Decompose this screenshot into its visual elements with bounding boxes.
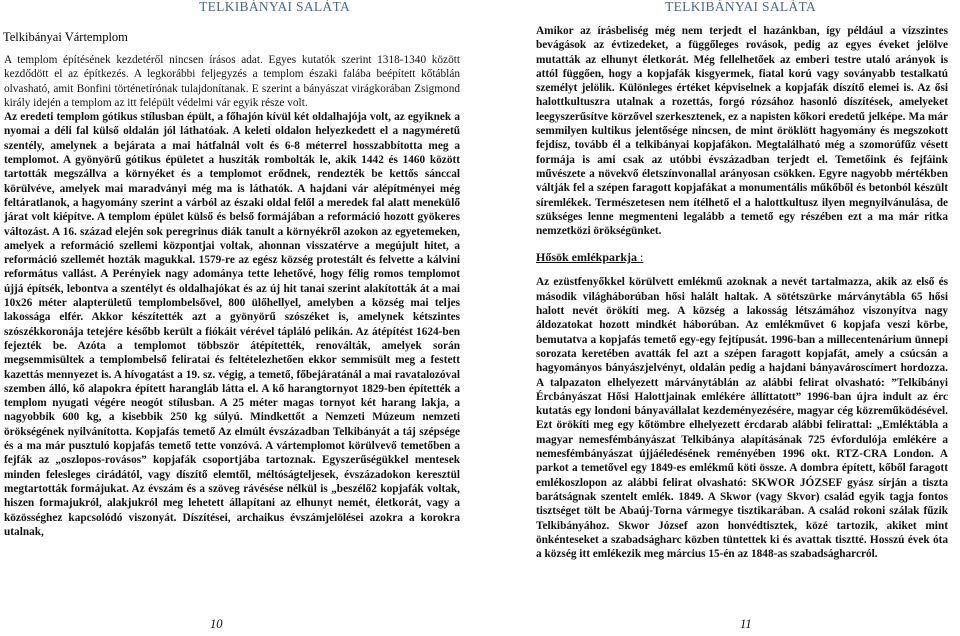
header-spacer xyxy=(488,14,952,24)
running-header-left: TELKIBÁNYAI SALÁTA xyxy=(199,0,350,14)
subheading-text: Hősök emlékparkja xyxy=(536,250,638,265)
page-number-left: 10 xyxy=(210,617,223,631)
right-page xyxy=(488,0,952,636)
subheading-heroes-park xyxy=(536,250,952,265)
right-paragraph-kopjafa: Amikor az írásbeliség még nem terjedt el hazánkban, így például a vízszintes bevágások az évtizedeket, a függőleges rovások, pedig az egyes éveket jelölve mutatták az elhunyt életkorát. Még fellelhetőek az emberi testre utaló arányok is attól függően, hogy a kopjafák kisgyermek, fiatal korú vagy soványabb testalkatú személyt jelölik. Különleges értéket képviselnek a kopjafák díszítő elemei is. Az ősi halottkultuszra utalnak a rozettás, forgó rózsához hasonló díszítések, amelyeket leegyszerűsítve körzővel szerkesztenek, ez a napisten kőkori eredetű jelképe. Ma már semmilyen kultikus jelentősége nincsen, de mint öröklött hagyomány és megszokott fejdísz, tovább él a telkibányai kopjafákon. Megtalálható még a szomorúfűz vésett formája is ami csak az utóbbi évszázadban terjedt el. Temetőink és fejfáink művészete a növekvő életszínvonallal arányosan csökken. Egyre nagyobb mértékben váltják fel a szépen faragott kopjafákat a monumentális műkőből és betonból készült síremlékek. Természetesen nem ítélhető el a halottkultusz ilyen megnyilvánulása, de szükséges lenne megmenteni legalább a temető egy részében ezt a ma már ritka nemzetközi örökségünket. xyxy=(536,25,948,238)
left-paragraph-main: Az eredeti templom gótikus stílusban épült, a főhajón kívül két oldalhajója volt, az egyiknek a nyomai a déli fal külső oldalán jól láthatóak. A keleti oldalon helyezkedett el a nagyméretű szentély, amelynek a bejárata a mai hátfalnál volt és 6-8 méterrel hosszabbította meg a templomot. A gyönyörű gótikus épületet a husziták rombolták le, akik 1442 és 1460 között tartották megszállva a környéket és a templomot erődnek, rendezték be kettős sánccal körülvéve, amelyek mai maradványi még ma is láthatók. A hajdani vár alépítményei még feltáratlanok, a hagyomány szerint a várból az északi oldal felől a meredek fal alatt menekülő járat volt kiépítve. A templom épület külső és belső formájában a reformáció hozott gyökeres változást. A 16. század elején sok peregrinus diák tanult a környékről azokon az egyetemeken, amelyek a reformáció szellemi központjai voltak, ahonnan visszatérve a megújult hitet, a reformáció szellemét hozták magukkal. 1579-re az egész község protestált és felvette a kálvini református vallást. A Perényiek nagy adománya tette lehetővé, hogy félig romos templomot újjá építsék, lebontva a szentélyt és oldalhajókat és az új hit tanai szerint alakították át a mai 10x26 méter alapterületű templombelsővel, 800 ülőhellyel, amelyben a község mai teljes lakossága elfér. Akkor készítették azt a gyönyörű szószéket is, amelynek kétszintes szószékkoronája tetejére később került a fiókáit vérével tápláló pelikán. Az átépítést 1624-ben fejezték be. Azóta a templomot többször átépítették, renoválták, amelyek során megsemmisültek a templombelső feliratai és feltételezhetően ekkor semmisült meg a festett kazettás mennyezet is. A hívogatást a 19. sz. végig, a temető, főbejáratánál a mai ravatalozóval szemben álló, kő alapokra épített harangláb látta el. A kő harangtornyot 1829-ben építették a templom nyugati végére neogót stílusban. A 25 méter magas tornyot két harang lakja, a nagyobbik 600 kg, a kisebbik 250 kg súlyú. Mindkettőt a Nemzeti Múzeum nemzeti örökségének nyilvánította. Kopjafás temető Az elmúlt évszázadban Telkibányát a táj szépsége és a ma már pusztuló kopjafás temető tette vonzóvá. A vártemplomot körülvevő temetőben a fejfák az „oszlopos-rovásos” kopjafák csoportjába tartoznak. Egyszerűségükkel mentesek minden felesleges cirádától, vagy díszítő elemtől, méltóságteljesek, évszázadokon keresztül megtartották formájukat. Az évszám és a szöveg rávésése nélkül is „beszélő2 kopjafák voltak, hiszen formajukról, alakjukról meg lehetett állapítani az elhunyt nemét, életkorát, vagy a közösséghez kapcsolódó viszonyát. Díszítései, archaikus évszámjelölései azokra a korokra utalnak, xyxy=(4,111,460,538)
subheading-colon: : xyxy=(637,250,644,265)
left-page xyxy=(0,0,470,636)
section-title: Telkibányai Vártemplom xyxy=(3,30,128,44)
running-header-right: TELKIBÁNYAI SALÁTA xyxy=(665,0,816,14)
page-number-right: 11 xyxy=(740,617,752,631)
left-paragraph-intro: A templom építésének kezdetéről nincsen írásos adat. Egyes kutatók szerint 1318-1340 között kezdődött el az építkezés. A legkorábbi feljegyzés a templom északi falába beépített kőtáblán olvasható, amit Bonfini történetírónak tulajdonítanak. E szerint a bányászat virágkorában Zsigmond király idején a templom az itt felépült védelmi vár egyik része volt. xyxy=(4,54,460,109)
right-paragraph-memorial: Az ezüstfenyőkkel körülvett emlékmű azoknak a nevét tartalmazza, akik az első és második világháborúban hősi halált haltak. A sötétszürke márványtábla 65 hősi halott nevét örökíti meg. A község a lakosság létszámához viszonyítva nagy áldozatokat hozott mindkét háborúban. Az emlékművet 6 kopjafa veszi körbe, bemutatva a kopjafás temető egy-egy fejtípusát. 1996-ban a millecentenárium ünnepi sorozata keretében avatták fel azt a szépen faragott kopjafát, amely a csúcsán a hagyományos bányászjelvényt, oldalán pedig a hajdani bányavároscímert hordozza. A talpazaton elhelyezett márványtáblán az alábbi felirat olvasható: ”Telkibányi Ércbányászat Hősi Halottjainak emlékére állíttatott” 1996-ban újra indult az érc kutatás egy londoni bányavállalat kezdeményezésére, magyar cég közreműködésével. Ezt örökíti meg egy kőtömbre elhelyezett ércdarab alábbi felirattal: „Emléktábla a magyar nemesfémbányászat Telkibánya alapításának 725 évfordulója emlékére a nemesfémbányászat újjáéledésének reményében 1996 okt. RTZ-CRA London. A parkot a temetővel egy 1849-es emlékmű köti össze. A dombra épített, kőből faragott emlékoszlopon az alábbi felirat olvasható: SKWOR JÓZSEF gyász sírján a tiszta barátságnak szentelt emlék. 1849. A Skwor (vagy Skvor) család egyik tagja fontos tisztséget tölt be Abaúj-Torna vármegye tisztikarában. A család rokoni szálak fűzik Telkibányához. Skwor József azon honvédtisztek, közé tartozik, akiket mint önkénteseket a szabadságharc közben tüntettek ki és avattak tisztté. Hosszú évek óta a község itt emlékezik meg március 15-én az 1848-as szabadságharcról. xyxy=(536,276,948,561)
